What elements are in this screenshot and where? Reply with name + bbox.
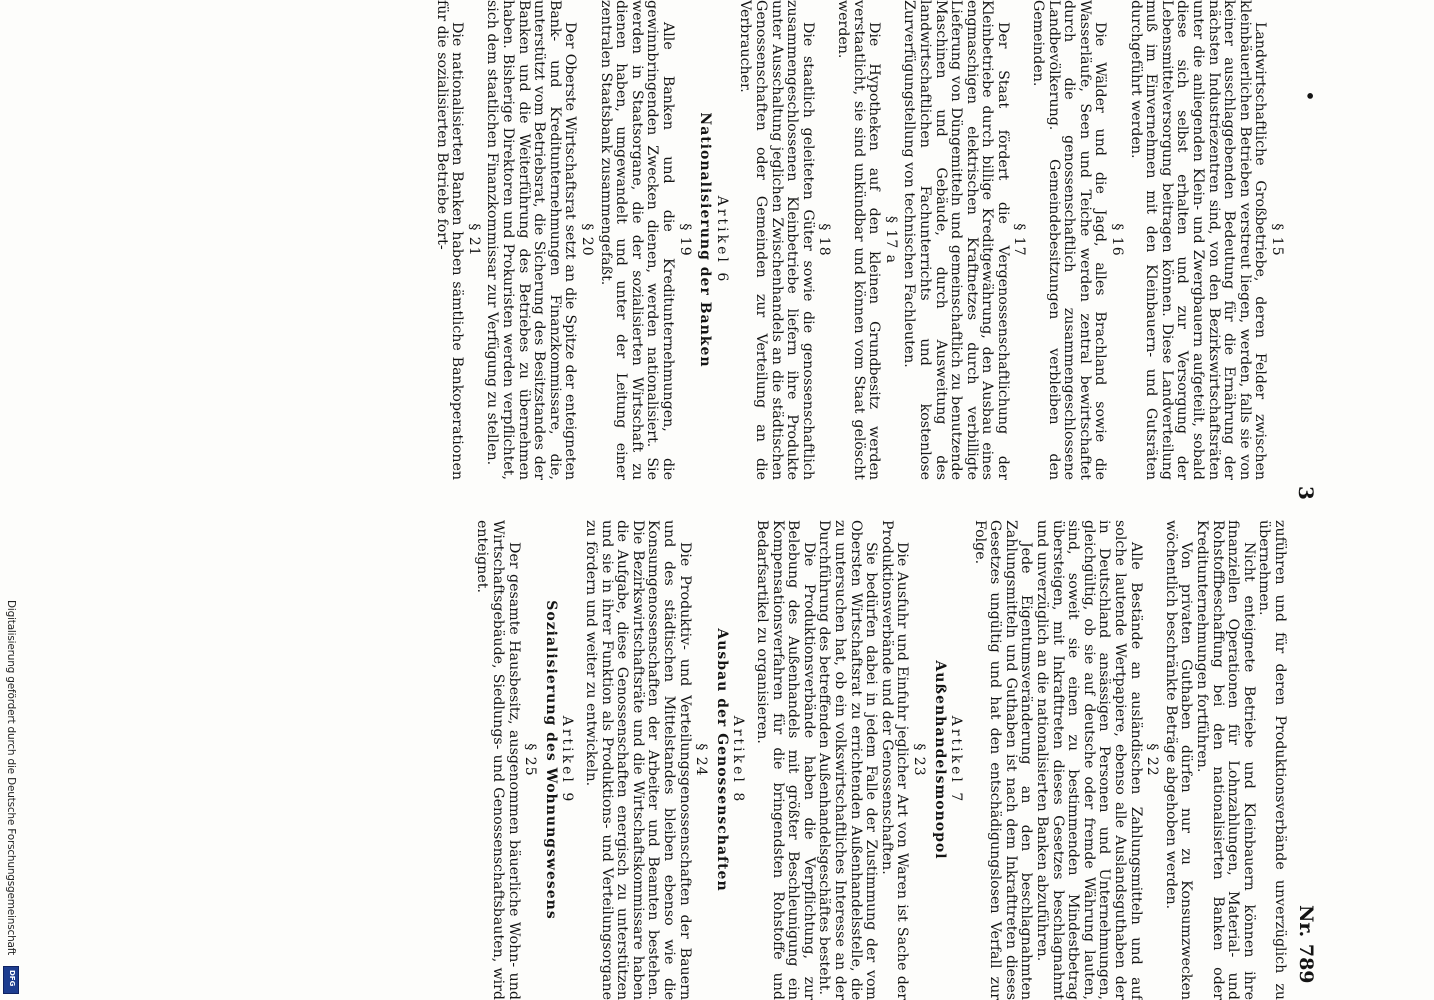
paragraph: Der Staat fördert die Vergenossenschaftlichung der Kleinbetriebe durch billige Kreditgewährung, den Ausbau eines engmaschigen elektrischen Kraftnetzes durch verbilligte Lieferung von Düngemitteln und gemeinschaftlich zu benutzende Maschinen und Gebäude, durch Ausweitung des landwirtschaftlichen Fachunterrichts und kostenlose Zurverfügungstellung von technischen Fachleuten. [901, 0, 1011, 480]
section-heading: § 16 [1109, 223, 1126, 257]
article-number: Artikel 9 [559, 715, 576, 805]
section-heading: § 20 [579, 223, 596, 257]
rotated-page [117, 0, 1322, 1000]
section-heading: § 15 [1269, 223, 1285, 257]
section-heading: § 18 [816, 223, 833, 257]
page-header [1289, 0, 1322, 1000]
article-number: Artikel 8 [730, 715, 747, 805]
digitization-credit [2, 600, 20, 994]
section-heading: § 23 [910, 743, 927, 777]
paragraph: Alle Banken und die Kreditunternehmungen, die gewinnbringenden Zwecken dienen, werden nationalisiert. Sie werden in Staatsorgane, die der sozialisierten Wirtschaft zu dienen haben, umgewandelt und unter der Leitung einer zentralen Staatsbank zusammengefaßt. [597, 0, 677, 480]
article-title: Außenhandelsmonopol [931, 660, 948, 860]
section-heading: § 17 [1011, 223, 1028, 257]
paragraph: Die Produktiv- und Verteilungsgenossenschaften der Bauern und des städtischen Mittelstandes bleiben ebenso wie die Konsumgenossenschaften der Arbeiter und Beamten bestehen. Die Bezirkswirtschaftsräte und die Wirtschaftskommissare haben die Aufgabe, diese Genossenschaften energisch zu unterstützen und sie in ihrer Funktion als Produktions- und Verteilungsorgane zu fördern und weiter zu entwickeln. [583, 520, 693, 1000]
article-title: Ausbau der Genossenschaften [713, 628, 730, 892]
article-title: Nationalisierung der Banken [697, 112, 714, 368]
paragraph: Die nationalisierten Banken haben sämtliche Bankoperationen für die sozialisierten Betriebe fort- [433, 0, 466, 480]
section-heading: § 25 [522, 743, 539, 777]
right-text-column [127, 520, 1287, 1000]
article-number: Artikel 7 [948, 715, 965, 805]
page-number: 3 [1294, 486, 1318, 500]
paragraph: Der Oberste Wirtschaftsrat setzt an die Spitze der enteigneten Bank- und Kreditunternehmungen Finanzkommissare, die, unterstützt vom Betriebsrat, die Sicherung des Besitzstandes der Banken und die Weiterführung des Betriebes zu übernehmen haben. Bisherige Direktoren und Prokuristen werden verpflichtet, sich dem staatlichen Finanzkommissar zur Verfügung zu stellen. [484, 0, 579, 480]
article-number: Artikel 6 [713, 195, 730, 285]
paragraph: Jede Eigentumsveränderung an den beschlagnahmten Zahlungsmitteln und Guthaben ist nach dem Inkrafttreten dieses Gesetzes ungültig und hat den entschädigungslosen Verfall zur Folge. [971, 520, 1035, 1000]
dfg-logo-text: DFG [8, 970, 16, 987]
paragraph: Der gesamte Hausbesitz, ausgenommen bäuerliche Wohn- und Wirtschaftsgebäude, Siedlungs- und Genossenschaftsbauten, wird enteignet. [474, 520, 522, 1000]
paragraph: Alle Bestände an ausländischen Zahlungsmitteln und auf solche lautende Wertpapiere, ebenso alle Auslandsguthaben der in Deutschland ansässigen Personen und Unternehmungen, gleichgültig, ob sie auf deutsche oder fremde Währung lauten, sind, soweit sie einen zu bestimmenden Mindestbetrag übersteigen, mit Inkrafttreten dieses Gesetzes beschlagnahmt und unverzüglich an die nationalisierten Banken abzuführen. [1034, 520, 1144, 1000]
section-heading: § 21 [465, 223, 482, 257]
paragraph: Landwirtschaftliche Großbetriebe, deren Felder zwischen kleinbäuerlichen Betrieben verstreut liegen, werden, falls sie von keiner ausschlaggebenden Bedeutung für die Ernährung der nächsten Industriezentren sind, von den Bezirkswirtschaftsräten unter die anliegenden Klein- und Zwergbauern aufgeteilt, sobald diese sich selbst erhalten und zur Versorgung der Lebensmittelversorgung beitragen können. Diese Landverteilung muß im Einvernehmen mit den Kleinbauern- und Gutsräten durchgeführt werden. [1127, 0, 1269, 480]
paragraph: Von privaten Guthaben dürfen nur zu Konsumzwecken wöchentlich beschränkte Beträge abgehoben werden. [1162, 520, 1195, 1000]
paragraph: Die Wälder und die Jagd, alles Brachland sowie die Wasserläufe, Seen und Teiche werden zentral bewirtschaftet durch die genossenschaftlich zusammengeschlossene Landbevölkerung. Gemeindebesitzungen verbleiben den Gemeinden. [1030, 0, 1109, 480]
document-number: Nr. 789 [1295, 905, 1317, 984]
section-heading: § 24 [693, 743, 710, 777]
credit-text: Digitalisierung gefördert durch die Deutsche Forschungsgemeinschaft [5, 600, 17, 955]
paragraph: Nicht enteignete Betriebe und Kleinbauern können ihre finanziellen Operationen für Lohnzahlungen, Material- und Rohstoffbeschaffung bei den nationalisierten Banken oder Kreditunternehmungen fortführen. [1194, 520, 1257, 1000]
article-title: Sozialisierung des Wohnungswesens [542, 600, 559, 920]
section-heading: § 22 [1144, 743, 1161, 777]
paragraph: Die Produktionsverbände haben die Verpflichtung, zur Belebung des Außenhandels mit größter Beschleunigung ein Kompensationsverfahren für die bringendsten Rohstoffe und Bedarfsartikel zu organisieren. [754, 520, 817, 1000]
paragraph: Sie bedürfen dabei in jedem Falle der Zustimmung der vom Obersten Wirtschaftsrat zu errichtenden Außenhandelsstelle, die zu untersuchen hat, ob ein volkswirtschaftliches Interesse an der Durchführung des betreffenden Außenhandelsgeschäftes besteht. [816, 520, 880, 1000]
section-heading: § 19 [676, 223, 693, 257]
paragraph: Die staatlich geleiteten Güter sowie die genossenschaftlich zusammengeschlossenen Kleinbetriebe liefern ihre Produkte unter Ausschaltung jeglichen Zwischenhandels an die städtischen Genossenschaften oder Gemeinden zur Verteilung an die Verbraucher. [737, 0, 816, 480]
section-heading: § 17 a [882, 215, 899, 265]
dfg-logo-icon [3, 966, 19, 994]
paragraph: Die Ausfuhr und Einfuhr jeglicher Art von Waren ist Sache der Produktionsverbände und der Genossenschaften. [878, 520, 911, 1000]
left-text-column [127, 0, 1287, 480]
paragraph: zuführen und für deren Produktionsverbände unverzüglich zu übernehmen. [1256, 520, 1288, 1000]
paragraph: Die Hypotheken auf den kleinen Grundbesitz werden verstaatlicht, sie sind unkündbar und können vom Staat gelöscht werden. [834, 0, 883, 480]
header-dot: • [1298, 90, 1322, 102]
